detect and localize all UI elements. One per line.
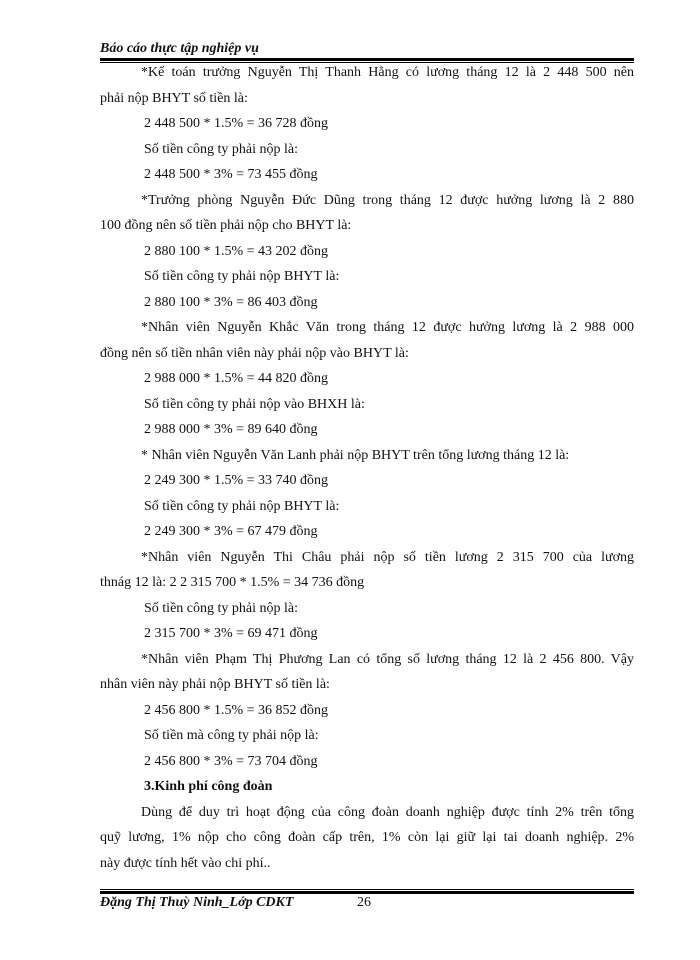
text-line: Số tiền công ty phải nộp là: xyxy=(144,600,298,616)
text-line: *Nhân viên Phạm Thị Phương Lan có tổng số lương tháng 12 là 2 456 800. Vậy xyxy=(141,651,634,667)
text-line: 2 448 500 * 1.5% = 36 728 đồng xyxy=(144,116,329,131)
text-line: 2 315 700 * 3% = 69 471 đồng xyxy=(144,626,318,641)
text-line: * Nhân viên Nguyễn Văn Lanh phải nộp BHYT trên tổng lương tháng 12 là: xyxy=(141,447,570,463)
document-body xyxy=(100,60,634,876)
text-line: *Kế toán trưởng Nguyễn Thị Thanh Hằng có lương tháng 12 là 2 448 500 nên xyxy=(141,65,634,80)
text-line: 2 456 800 * 1.5% = 36 852 đồng xyxy=(144,702,329,718)
text-line: thnág 12 là: 2 2 315 700 * 1.5% = 34 736 đồng xyxy=(100,575,365,590)
text-line: *Trưởng phòng Nguyễn Đức Dũng trong tháng 12 được hưởng lương là 2 880 xyxy=(141,192,634,208)
text-line: quỹ lương, 1% nộp cho công đoàn cấp trên, 1% còn lại giữ lại tai doanh nghiệp. 2% xyxy=(100,830,634,845)
text-line: 2 988 000 * 3% = 89 640 đồng xyxy=(144,422,318,437)
page-number: 26 xyxy=(357,895,371,910)
text-line: 100 đồng nên số tiền phải nộp cho BHYT là: xyxy=(100,218,352,233)
text-line: đồng nên số tiền nhân viên này phải nộp vào BHYT là: xyxy=(100,345,409,361)
text-line: Số tiền công ty phải nộp BHYT là: xyxy=(144,269,340,284)
footer-author: Đặng Thị Thuỳ Ninh_Lớp CDKT xyxy=(100,895,294,910)
text-line: 2 448 500 * 3% = 73 455 đồng xyxy=(144,167,318,182)
text-line: Số tiền mà công ty phải nộp là: xyxy=(144,728,319,743)
text-line: phải nộp BHYT số tiền là: xyxy=(100,90,248,106)
text-line: 2 456 800 * 3% = 73 704 đồng xyxy=(144,753,318,769)
text-line: Dùng để duy trì hoạt động của công đoàn doanh nghiệp được tính 2% trên tổng xyxy=(141,804,634,820)
text-line: 2 249 300 * 1.5% = 33 740 đồng xyxy=(144,473,329,488)
text-line: Số tiền công ty phải nộp BHYT là: xyxy=(144,498,340,514)
text-line: *Nhân viên Nguyễn Thi Châu phải nộp số tiền lương 2 315 700 của lương xyxy=(141,549,634,565)
text-line: 2 880 100 * 3% = 86 403 đồng xyxy=(144,294,318,310)
text-line: 2 249 300 * 3% = 67 479 đồng xyxy=(144,524,318,539)
text-line: này được tính hết vào chi phí.. xyxy=(100,855,271,871)
section-heading: 3.Kinh phí công đoàn xyxy=(144,779,273,794)
text-line: 2 988 000 * 1.5% = 44 820 đồng xyxy=(144,371,329,386)
text-line: Số tiền công ty phải nộp vào BHXH là: xyxy=(144,396,365,412)
footer-rule xyxy=(100,889,634,894)
text-line: nhân viên này phải nộp BHYT số tiền là: xyxy=(100,677,330,692)
page-header-title: Báo cáo thực tập nghiệp vụ xyxy=(100,41,259,56)
text-line: 2 880 100 * 1.5% = 43 202 đồng xyxy=(144,243,329,259)
text-line: *Nhân viên Nguyễn Khắc Văn trong tháng 12 được hưởng lương là 2 988 000 xyxy=(141,320,634,335)
text-line: Số tiền công ty phải nộp là: xyxy=(144,141,298,157)
